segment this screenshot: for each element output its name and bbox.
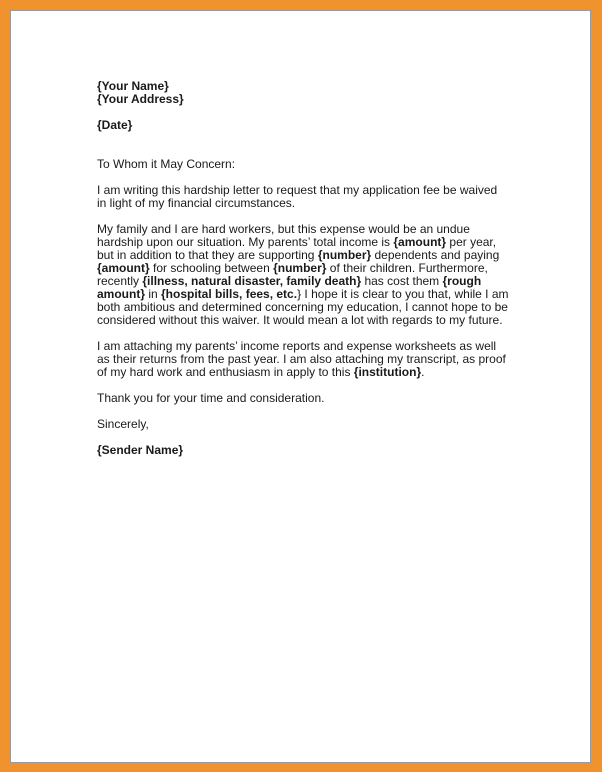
paragraph-thanks: Thank you for your time and consideration. <box>97 391 325 405</box>
paragraph-circumstances <box>97 223 509 327</box>
hardship-letter-body <box>97 80 509 457</box>
paragraph-request: I am writing this hardship letter to request that my application fee be waived in light of my financial circumstances. <box>97 183 498 210</box>
signature-placeholder: {Sender Name} <box>97 443 184 457</box>
amount-placeholder: {amount} <box>393 235 447 249</box>
paragraph-text: for schooling between <box>149 261 274 275</box>
paragraph-text: . <box>421 365 425 379</box>
closing: Sincerely, <box>97 417 149 431</box>
paragraph-text: in <box>145 287 162 301</box>
paragraph-attachments <box>97 340 509 379</box>
number-placeholder: {number} <box>317 248 372 262</box>
paragraph-text: I am attaching my parents’ income reports and expense worksheets as well as their returns from the past year. I am also attaching my transcript, as proof of my hard work and enthusiasm in apply to this <box>97 339 506 379</box>
your-address-placeholder: {Your Address} <box>97 92 184 106</box>
number-placeholder: {number} <box>273 261 327 275</box>
amount-placeholder: {amount} <box>97 261 150 275</box>
paragraph-text: has cost them <box>361 274 443 288</box>
expenses-placeholder: {hospital bills, fees, etc. <box>161 287 298 301</box>
rough-amount-placeholder: {rough amount} <box>97 274 482 301</box>
paragraph-text: of their children. Furthermore, recently <box>97 261 488 288</box>
paragraph-text: My family and I are hard workers, but this expense would be an undue hardship upon our situation. My parents’ total income is <box>97 222 470 249</box>
date-placeholder: {Date} <box>97 118 133 132</box>
hardship-placeholder: {illness, natural disaster, family death} <box>142 274 362 288</box>
salutation: To Whom it May Concern: <box>97 157 236 171</box>
paragraph-text: per year, but in addition to that they are supporting <box>97 235 497 262</box>
paragraph-text: } I hope it is clear to you that, while I am both ambitious and determined concerning my education, I cannot hope to be considered without this waiver. It would mean a lot with regards to my future. <box>97 287 509 327</box>
letter-page <box>10 10 591 763</box>
your-name-placeholder: {Your Name} <box>97 79 169 93</box>
paragraph-text: dependents and paying <box>371 248 500 262</box>
institution-placeholder: {institution} <box>353 365 422 379</box>
